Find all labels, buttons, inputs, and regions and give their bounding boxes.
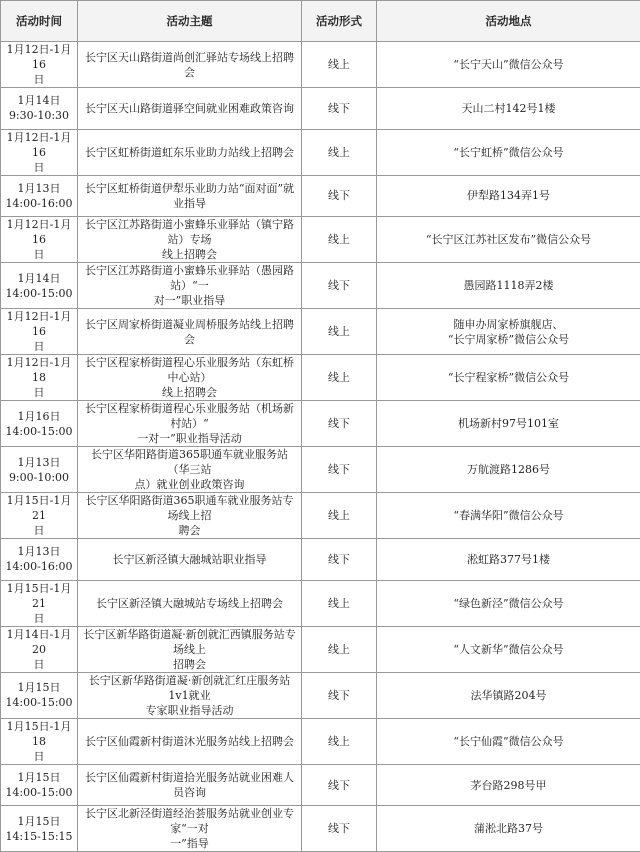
cell-place: “长宁区江苏社区发布”微信公众号 <box>377 217 640 263</box>
cell-time: 1月15日 14:00-15:00 <box>1 672 78 718</box>
cell-topic: 长宁区程家桥街道程心乐业服务站（东虹桥中心站） 线上招聘会 <box>78 355 302 401</box>
cell-time: 1月12日-1月16 日 <box>1 42 78 88</box>
cell-place: 伊犁路134弄1号 <box>377 175 640 217</box>
cell-topic: 长宁区虹桥街道虹东乐业助力站线上招聘会 <box>78 129 302 175</box>
cell-place: “人文新华”微信公众号 <box>377 626 640 672</box>
cell-topic: 长宁区北新泾街道经治荟服务站就业创业专家“一对 一”指导 <box>78 806 302 852</box>
cell-form: 线上 <box>302 718 377 764</box>
cell-place: “绿色新泾”微信公众号 <box>377 580 640 626</box>
cell-topic: 长宁区新华路街道凝·新创就汇西镇服务站专场线上 招聘会 <box>78 626 302 672</box>
cell-time: 1月14日-1月20 日 <box>1 626 78 672</box>
cell-topic: 长宁区江苏路街道小蜜蜂乐业驿站（镇宁路站）专场 线上招聘会 <box>78 217 302 263</box>
cell-time: 1月15日 14:15-15:15 <box>1 806 78 852</box>
header-time: 活动时间 <box>1 1 78 42</box>
cell-time: 1月15日-1月21 日 <box>1 580 78 626</box>
cell-place: “春满华阳”微信公众号 <box>377 493 640 539</box>
table-row <box>1 42 640 88</box>
table-row <box>1 493 640 539</box>
cell-topic: 长宁区新泾镇大融城站职业指导 <box>78 539 302 581</box>
cell-time: 1月15日-1月21 日 <box>1 493 78 539</box>
cell-form: 线下 <box>302 263 377 309</box>
cell-form: 线下 <box>302 175 377 217</box>
cell-form: 线上 <box>302 42 377 88</box>
cell-form: 线上 <box>302 493 377 539</box>
cell-place: 愚园路1118弄2楼 <box>377 263 640 309</box>
cell-form: 线下 <box>302 88 377 130</box>
header-topic: 活动主题 <box>78 1 302 42</box>
cell-time: 1月13日 14:00-16:00 <box>1 175 78 217</box>
table-row <box>1 217 640 263</box>
cell-topic: 长宁区周家桥街道凝业周桥服务站线上招聘会 <box>78 309 302 355</box>
table-row <box>1 129 640 175</box>
table-row <box>1 263 640 309</box>
cell-form: 线上 <box>302 217 377 263</box>
cell-topic: 长宁区天山路街道驿空间就业困难政策咨询 <box>78 88 302 130</box>
cell-topic: 长宁区华阳路街道365职通车就业服务站专场线上招 聘会 <box>78 493 302 539</box>
table-row <box>1 626 640 672</box>
cell-place: “长宁虹桥”微信公众号 <box>377 129 640 175</box>
cell-topic: 长宁区华阳路街道365职通车就业服务站（华三站 点）就业创业政策咨询 <box>78 447 302 493</box>
cell-place: “长宁程家桥”微信公众号 <box>377 355 640 401</box>
cell-form: 线下 <box>302 672 377 718</box>
cell-time: 1月13日 14:00-16:00 <box>1 539 78 581</box>
cell-form: 线下 <box>302 401 377 447</box>
cell-form: 线上 <box>302 309 377 355</box>
table-row <box>1 88 640 130</box>
cell-topic: 长宁区程家桥街道程心乐业服务站（机场新村站）“ 一对一”职业指导活动 <box>78 401 302 447</box>
table-body <box>1 42 640 852</box>
cell-place: 茅台路298号甲 <box>377 764 640 806</box>
cell-form: 线上 <box>302 355 377 401</box>
header-form: 活动形式 <box>302 1 377 42</box>
cell-time: 1月12日-1月16 日 <box>1 309 78 355</box>
cell-time: 1月12日-1月18 日 <box>1 355 78 401</box>
cell-topic: 长宁区仙霞新村街道沐光服务站线上招聘会 <box>78 718 302 764</box>
cell-topic: 长宁区江苏路街道小蜜蜂乐业驿站（愚园路站）“一 对一”职业指导 <box>78 263 302 309</box>
cell-time: 1月12日-1月16 日 <box>1 129 78 175</box>
cell-form: 线下 <box>302 806 377 852</box>
cell-form: 线上 <box>302 626 377 672</box>
table-row <box>1 401 640 447</box>
cell-topic: 长宁区新华路街道凝·新创就汇红庄服务站1v1就业 专家职业指导活动 <box>78 672 302 718</box>
cell-time: 1月13日 9:00-10:00 <box>1 447 78 493</box>
cell-place: 机场新村97号101室 <box>377 401 640 447</box>
table-row <box>1 309 640 355</box>
cell-time: 1月14日 14:00-15:00 <box>1 263 78 309</box>
table-row <box>1 718 640 764</box>
cell-place: 随申办周家桥旗舰店、 “长宁周家桥”微信公众号 <box>377 309 640 355</box>
table-row <box>1 447 640 493</box>
cell-time: 1月15日-1月18 日 <box>1 718 78 764</box>
cell-topic: 长宁区虹桥街道伊犁乐业助力站“面对面”就业指导 <box>78 175 302 217</box>
cell-topic: 长宁区天山路街道尚创汇驿站专场线上招聘会 <box>78 42 302 88</box>
cell-place: 淞虹路377号1楼 <box>377 539 640 581</box>
cell-topic: 长宁区仙霞新村街道拾光服务站就业困难人员咨询 <box>78 764 302 806</box>
table-row <box>1 539 640 581</box>
table-row <box>1 355 640 401</box>
cell-time: 1月12日-1月16 日 <box>1 217 78 263</box>
cell-place: 蒲淞北路37号 <box>377 806 640 852</box>
cell-time: 1月16日 14:00-15:00 <box>1 401 78 447</box>
table-row <box>1 580 640 626</box>
header-place: 活动地点 <box>377 1 640 42</box>
cell-form: 线上 <box>302 580 377 626</box>
cell-place: 天山二村142号1楼 <box>377 88 640 130</box>
cell-place: “长宁仙霞”微信公众号 <box>377 718 640 764</box>
header-row <box>1 1 640 42</box>
cell-place: 法华镇路204号 <box>377 672 640 718</box>
cell-place: 万航渡路1286号 <box>377 447 640 493</box>
cell-place: “长宁天山”微信公众号 <box>377 42 640 88</box>
table-row <box>1 764 640 806</box>
table-row <box>1 672 640 718</box>
cell-time: 1月15日 14:00-15:00 <box>1 764 78 806</box>
table-row <box>1 175 640 217</box>
cell-time: 1月14日 9:30-10:30 <box>1 88 78 130</box>
cell-form: 线上 <box>302 129 377 175</box>
cell-form: 线下 <box>302 447 377 493</box>
cell-form: 线下 <box>302 764 377 806</box>
cell-topic: 长宁区新泾镇大融城站专场线上招聘会 <box>78 580 302 626</box>
cell-form: 线下 <box>302 539 377 581</box>
table-row <box>1 806 640 852</box>
